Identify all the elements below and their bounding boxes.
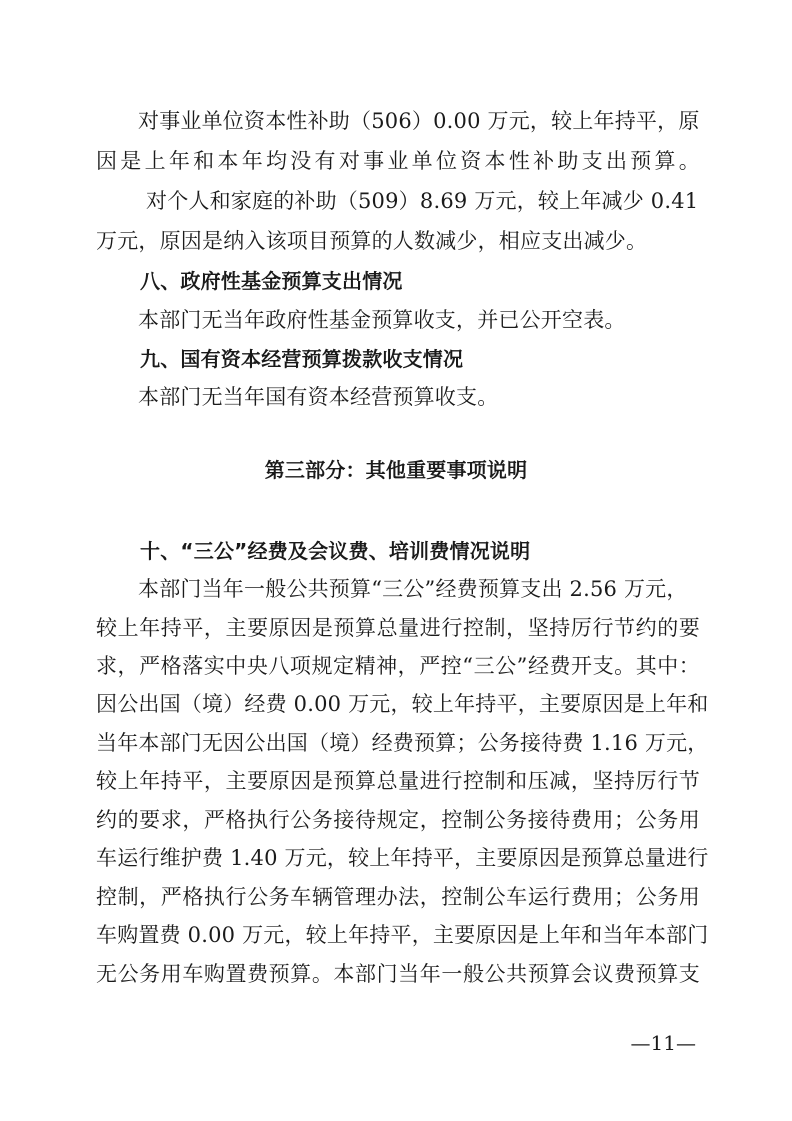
paragraph-line: 对事业单位资本性补助（506）0.00 万元，较上年持平，原 [138,109,700,133]
section-heading: 九、国有资本经营预算拨款收支情况 [140,347,464,371]
section-heading: 十、“三公”经费及会议费、培训费情况说明 [140,539,531,563]
paragraph-line: 无公务用车购置费预算。本部门当年一般公共预算会议费预算支 [96,962,700,986]
paragraph-line: 控制，严格执行公务车辆管理办法，控制公车运行费用；公务用 [96,885,700,909]
paragraph-line: 因公出国（境）经费 0.00 万元，较上年持平，主要原因是上年和 [96,692,709,716]
paragraph-line: 较上年持平，主要原因是预算总量进行控制，坚持厉行节约的要 [96,616,700,640]
paragraph-line: 因是上年和本年均没有对事业单位资本性补助支出预算。 [96,149,700,173]
paragraph-line: 约的要求，严格执行公务接待规定，控制公务接待费用；公务用 [96,808,700,832]
paragraph-line: 本部门当年一般公共预算“三公”经费预算支出 2.56 万元， [138,577,688,601]
paragraph-line: 万元，原因是纳入该项目预算的人数减少，相应支出减少。 [96,229,648,253]
part-heading: 第三部分：其他重要事项说明 [264,458,528,482]
paragraph-line: 车运行维护费 1.40 万元，较上年持平，主要原因是预算总量进行 [96,846,709,870]
paragraph-line: 较上年持平，主要原因是预算总量进行控制和压减，坚持厉行节 [96,769,700,793]
paragraph-line: 本部门无当年政府性基金预算收支，并已公开空表。 [138,308,626,332]
page-number: —11— [630,1031,696,1055]
paragraph-line: 本部门无当年国有资本经营预算收支。 [138,385,499,409]
paragraph-line: 当年本部门无因公出国（境）经费预算；公务接待费 1.16 万元， [96,731,709,755]
paragraph-line: 车购置费 0.00 万元，较上年持平，主要原因是上年和当年本部门 [96,923,709,947]
paragraph-line: 对个人和家庭的补助（509）8.69 万元，较上年减少 0.41 [146,189,699,213]
paragraph-line: 求，严格落实中央八项规定精神，严控“三公”经费开支。其中： [96,654,700,678]
section-heading: 八、政府性基金预算支出情况 [140,269,403,293]
